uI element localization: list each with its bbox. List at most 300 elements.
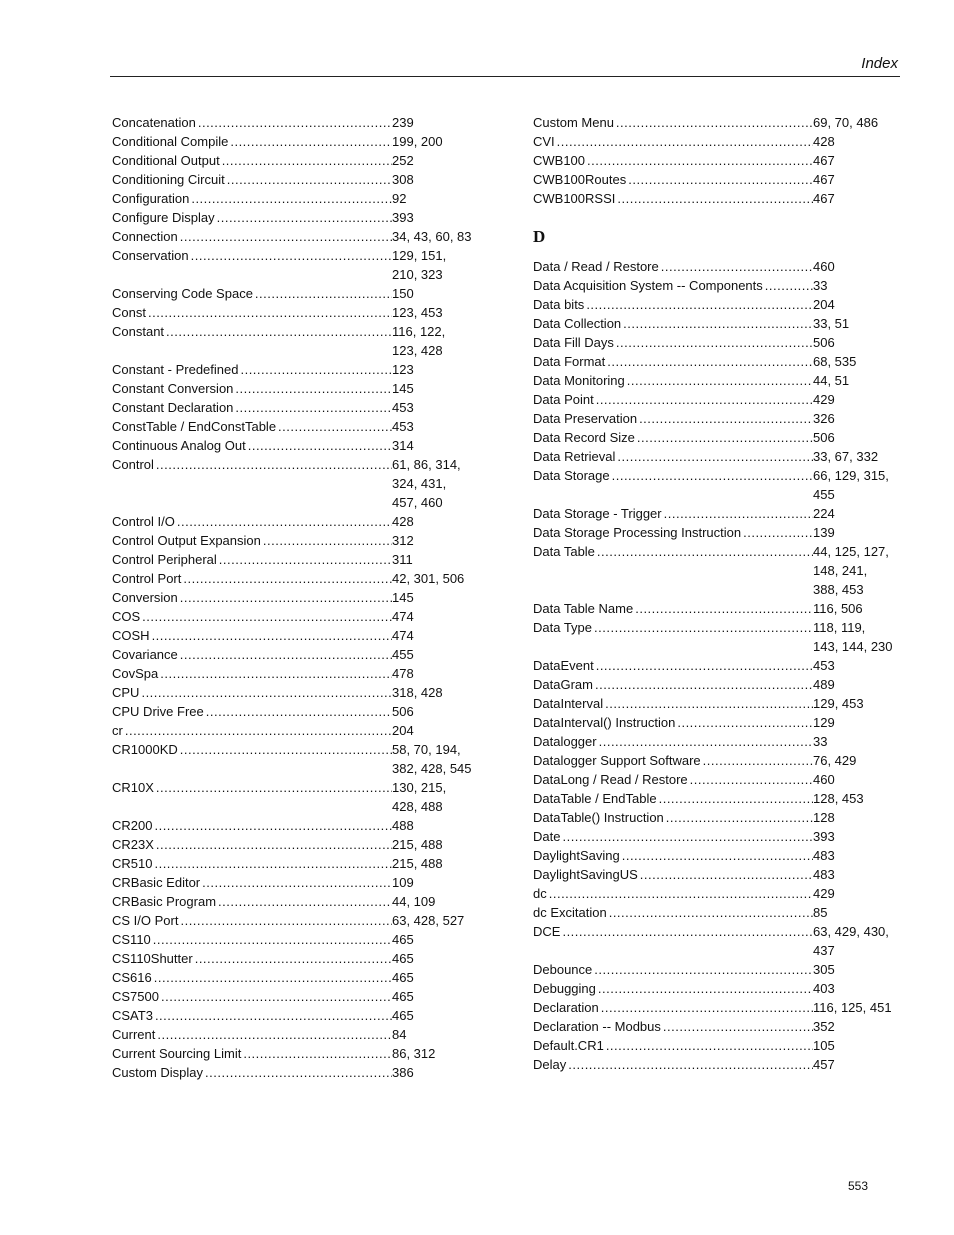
dot-leader xyxy=(609,903,813,922)
index-term: CRBasic Program xyxy=(112,894,217,909)
index-pages: 305 xyxy=(813,962,835,977)
index-term: CRBasic Editor xyxy=(112,875,201,890)
index-pages: 393 xyxy=(813,829,835,844)
index-term-cell xyxy=(533,998,813,1017)
index-term: Debugging xyxy=(533,981,596,996)
index-pages: 58, 70, 194, 382, 428, 545 xyxy=(392,742,472,776)
index-term-cell xyxy=(112,873,392,892)
index-entry xyxy=(112,455,472,512)
index-term-cell xyxy=(112,113,392,132)
index-pages: 44, 109 xyxy=(392,894,436,909)
index-pages: 66, 129, 315, 455 xyxy=(813,468,889,502)
index-term: Conditioning Circuit xyxy=(112,172,225,187)
dot-leader xyxy=(596,390,813,409)
index-pages: 489 xyxy=(813,677,835,692)
index-term-cell xyxy=(112,892,392,911)
dot-leader xyxy=(154,816,392,835)
index-entry xyxy=(533,808,893,827)
index-pages: 86, 312 xyxy=(392,1046,436,1061)
dot-leader xyxy=(180,588,392,607)
index-pages: 92 xyxy=(392,191,407,206)
index-entry xyxy=(112,1044,472,1063)
index-pages: 239 xyxy=(392,115,414,130)
index-term: cr xyxy=(112,723,123,738)
index-term-cell xyxy=(112,987,392,1006)
index-term-cell xyxy=(533,113,813,132)
index-term: Datalogger xyxy=(533,734,597,749)
dot-leader xyxy=(217,208,392,227)
index-term-cell xyxy=(533,314,813,333)
dot-leader xyxy=(599,732,813,751)
index-entry xyxy=(112,436,472,455)
dot-leader xyxy=(703,751,813,770)
index-term-cell xyxy=(112,626,392,645)
dot-leader xyxy=(637,428,813,447)
index-entry xyxy=(112,664,472,683)
index-entry xyxy=(533,599,893,618)
index-term: Constant Declaration xyxy=(112,400,234,415)
dot-leader xyxy=(183,569,392,588)
index-term-cell xyxy=(533,352,813,371)
index-pages: 69, 70, 486 xyxy=(813,115,879,130)
dot-leader xyxy=(562,827,813,846)
index-term-cell xyxy=(533,732,813,751)
index-pages: 123 xyxy=(392,362,414,377)
index-term: dc xyxy=(533,886,547,901)
index-term-cell xyxy=(112,816,392,835)
index-term-cell xyxy=(533,903,813,922)
index-term-cell xyxy=(533,694,813,713)
index-term-cell xyxy=(112,208,392,227)
dot-leader xyxy=(141,683,392,702)
dot-leader xyxy=(627,371,813,390)
index-entry xyxy=(112,911,472,930)
index-entry xyxy=(112,740,472,778)
index-pages: 429 xyxy=(813,392,835,407)
dot-leader xyxy=(240,360,392,379)
dot-leader xyxy=(677,713,813,732)
dot-leader xyxy=(622,846,813,865)
index-term: CS616 xyxy=(112,970,152,985)
index-term-cell xyxy=(533,371,813,390)
index-term-cell xyxy=(112,645,392,664)
index-term: CovSpa xyxy=(112,666,159,681)
index-pages: 474 xyxy=(392,628,414,643)
index-entry xyxy=(533,827,893,846)
index-term: CWB100Routes xyxy=(533,172,627,187)
index-term-cell xyxy=(112,417,392,436)
index-term: Datalogger Support Software xyxy=(533,753,701,768)
dot-leader xyxy=(248,436,392,455)
index-pages: 118, 119, 143, 144, 230 xyxy=(813,620,893,654)
index-pages: 129, 453 xyxy=(813,696,864,711)
dot-leader xyxy=(180,645,392,664)
index-term-cell xyxy=(112,246,392,284)
index-pages: 109 xyxy=(392,875,414,890)
index-term: CR200 xyxy=(112,818,153,833)
index-pages: 465 xyxy=(392,970,414,985)
index-pages: 453 xyxy=(392,419,414,434)
index-term: Data Storage - Trigger xyxy=(533,506,662,521)
index-term: Data Storage xyxy=(533,468,610,483)
index-pages: 145 xyxy=(392,381,414,396)
index-term: Control Peripheral xyxy=(112,552,217,567)
index-pages: 215, 488 xyxy=(392,856,443,871)
index-pages: 478 xyxy=(392,666,414,681)
dot-leader xyxy=(562,922,813,960)
index-term: DataGram xyxy=(533,677,593,692)
index-term-cell xyxy=(112,683,392,702)
dot-leader xyxy=(205,1063,392,1082)
index-pages: 76, 429 xyxy=(813,753,857,768)
dot-leader xyxy=(666,808,813,827)
index-entry xyxy=(112,550,472,569)
index-term-cell xyxy=(533,295,813,314)
index-term: Conditional Output xyxy=(112,153,220,168)
index-pages: 128 xyxy=(813,810,835,825)
dot-leader xyxy=(594,960,813,979)
index-entry xyxy=(112,113,472,132)
index-pages: 467 xyxy=(813,172,835,187)
index-pages: 312 xyxy=(392,533,414,548)
index-term: Data Preservation xyxy=(533,411,638,426)
dot-leader xyxy=(161,987,392,1006)
index-pages: 474 xyxy=(392,609,414,624)
index-term: Debounce xyxy=(533,962,593,977)
index-pages: 84 xyxy=(392,1027,407,1042)
index-entry xyxy=(112,531,472,550)
index-term-cell xyxy=(533,789,813,808)
index-entry xyxy=(533,132,893,151)
index-term: Date xyxy=(533,829,561,844)
index-pages: 352 xyxy=(813,1019,835,1034)
index-term-cell xyxy=(533,656,813,675)
dot-leader xyxy=(661,257,813,276)
dot-leader xyxy=(595,675,813,694)
index-term-cell xyxy=(533,523,813,542)
index-entry xyxy=(533,542,893,599)
index-entry xyxy=(533,257,893,276)
index-pages: 42, 301, 506 xyxy=(392,571,465,586)
index-entry xyxy=(533,979,893,998)
dot-leader xyxy=(597,542,813,599)
index-entry xyxy=(533,352,893,371)
index-term-cell xyxy=(533,333,813,352)
index-entry xyxy=(533,447,893,466)
index-pages: 467 xyxy=(813,191,835,206)
dot-leader xyxy=(606,1036,813,1055)
index-pages: 311 xyxy=(392,552,413,567)
index-pages: 150 xyxy=(392,286,414,301)
index-term: COS xyxy=(112,609,141,624)
dot-leader xyxy=(659,789,813,808)
index-term-cell xyxy=(112,1044,392,1063)
dot-leader xyxy=(640,865,813,884)
index-term-cell xyxy=(533,428,813,447)
index-term-cell xyxy=(112,588,392,607)
index-term-cell xyxy=(533,132,813,151)
index-pages: 215, 488 xyxy=(392,837,443,852)
index-term: Conserving Code Space xyxy=(112,286,253,301)
index-entry xyxy=(112,398,472,417)
index-entry xyxy=(533,865,893,884)
index-term: Delay xyxy=(533,1057,567,1072)
index-entry xyxy=(533,732,893,751)
index-term-cell xyxy=(112,968,392,987)
index-pages: 130, 215, 428, 488 xyxy=(392,780,447,814)
dot-leader xyxy=(219,550,392,569)
index-term-cell xyxy=(112,778,392,816)
index-term: Default.CR1 xyxy=(533,1038,604,1053)
index-entry xyxy=(112,607,472,626)
dot-leader xyxy=(607,352,813,371)
index-term-cell xyxy=(112,303,392,322)
index-pages: 129, 151, 210, 323 xyxy=(392,248,447,282)
index-term: Constant Conversion xyxy=(112,381,234,396)
dot-leader xyxy=(152,626,392,645)
index-term-cell xyxy=(112,512,392,531)
dot-leader xyxy=(202,873,392,892)
index-pages: 455 xyxy=(392,647,414,662)
index-term: CWB100RSSI xyxy=(533,191,616,206)
index-pages: 465 xyxy=(392,989,414,1004)
index-term: Continuous Analog Out xyxy=(112,438,246,453)
index-pages: 506 xyxy=(813,335,835,350)
index-entry xyxy=(112,151,472,170)
index-pages: 199, 200 xyxy=(392,134,443,149)
index-term: Data Retrieval xyxy=(533,449,616,464)
index-pages: 465 xyxy=(392,932,414,947)
index-term-cell xyxy=(533,447,813,466)
index-entry xyxy=(112,816,472,835)
index-term: Constant xyxy=(112,324,165,339)
index-term-cell xyxy=(533,1036,813,1055)
index-pages: 63, 429, 430, 437 xyxy=(813,924,889,958)
index-entry xyxy=(533,922,893,960)
index-term: Conditional Compile xyxy=(112,134,229,149)
index-entry xyxy=(533,466,893,504)
index-entry xyxy=(533,333,893,352)
index-term: Custom Menu xyxy=(533,115,614,130)
index-entry xyxy=(112,778,472,816)
index-term: Custom Display xyxy=(112,1065,204,1080)
index-term: CR10X xyxy=(112,780,154,795)
index-term: CS7500 xyxy=(112,989,159,1004)
index-term-cell xyxy=(112,835,392,854)
index-term: Data Collection xyxy=(533,316,622,331)
index-term-cell xyxy=(112,854,392,873)
index-pages: 116, 122, 123, 428 xyxy=(392,324,446,358)
index-term-cell xyxy=(112,132,392,151)
index-entry xyxy=(112,949,472,968)
index-term-cell xyxy=(533,865,813,884)
index-pages: 429 xyxy=(813,886,835,901)
index-term-cell xyxy=(112,702,392,721)
index-pages: 224 xyxy=(813,506,835,521)
dot-leader xyxy=(635,599,813,618)
index-entry xyxy=(112,702,472,721)
index-entry xyxy=(533,770,893,789)
dot-leader xyxy=(195,949,392,968)
index-term-cell xyxy=(533,960,813,979)
index-term-cell xyxy=(533,257,813,276)
dot-leader xyxy=(156,455,392,512)
index-term-cell xyxy=(533,618,813,656)
index-term: ConstTable / EndConstTable xyxy=(112,419,277,434)
index-term-cell xyxy=(112,360,392,379)
index-term: Current xyxy=(112,1027,156,1042)
dot-leader xyxy=(690,770,813,789)
index-term-cell xyxy=(533,751,813,770)
dot-leader xyxy=(157,1025,392,1044)
index-pages: 465 xyxy=(392,1008,414,1023)
dot-leader xyxy=(125,721,392,740)
index-term-cell xyxy=(533,675,813,694)
index-term: CPU Drive Free xyxy=(112,704,204,719)
dot-leader xyxy=(568,1055,813,1074)
index-term: Const xyxy=(112,305,146,320)
index-entry xyxy=(112,322,472,360)
index-pages: 308 xyxy=(392,172,414,187)
index-entry xyxy=(112,189,472,208)
index-term-cell xyxy=(112,949,392,968)
dot-leader xyxy=(596,656,813,675)
dot-leader xyxy=(206,702,392,721)
index-entry xyxy=(112,588,472,607)
dot-leader xyxy=(617,447,813,466)
index-term: Data Acquisition System -- Components xyxy=(533,278,763,293)
index-pages: 393 xyxy=(392,210,414,225)
index-pages: 467 xyxy=(813,153,835,168)
index-pages: 63, 428, 527 xyxy=(392,913,465,928)
index-entry xyxy=(112,208,472,227)
index-term-cell xyxy=(533,1017,813,1036)
dot-leader xyxy=(160,664,392,683)
dot-leader xyxy=(605,694,813,713)
dot-leader xyxy=(222,151,392,170)
index-entry xyxy=(112,246,472,284)
index-term-cell xyxy=(112,740,392,778)
index-term: Data Monitoring xyxy=(533,373,625,388)
index-entry xyxy=(112,284,472,303)
index-term-cell xyxy=(533,170,813,189)
index-pages: 33 xyxy=(813,278,828,293)
dot-leader xyxy=(557,132,813,151)
index-term: CVI xyxy=(533,134,555,149)
dot-leader xyxy=(177,512,392,531)
index-term-cell xyxy=(112,911,392,930)
index-entry xyxy=(533,656,893,675)
index-pages: 318, 428 xyxy=(392,685,443,700)
index-term: CPU xyxy=(112,685,140,700)
index-term: Declaration -- Modbus xyxy=(533,1019,661,1034)
index-term-cell xyxy=(112,1063,392,1082)
page-number: 553 xyxy=(848,1179,869,1193)
index-term: DataInterval xyxy=(533,696,604,711)
index-term-cell xyxy=(112,379,392,398)
index-pages: 453 xyxy=(813,658,835,673)
dot-leader xyxy=(142,607,392,626)
index-pages: 457 xyxy=(813,1057,835,1072)
index-entry xyxy=(533,751,893,770)
index-entry xyxy=(533,998,893,1017)
index-term: Data / Read / Restore xyxy=(533,259,659,274)
index-entry xyxy=(112,1025,472,1044)
index-entry xyxy=(533,504,893,523)
index-term-cell xyxy=(112,1025,392,1044)
dot-leader xyxy=(243,1044,392,1063)
index-entry xyxy=(112,645,472,664)
dot-leader xyxy=(616,333,813,352)
index-pages: 204 xyxy=(392,723,414,738)
dot-leader xyxy=(148,303,392,322)
index-term: Data bits xyxy=(533,297,585,312)
index-term-cell xyxy=(112,550,392,569)
dot-leader xyxy=(180,227,392,246)
index-term: DataTable / EndTable xyxy=(533,791,657,806)
index-term: CR23X xyxy=(112,837,154,852)
dot-leader xyxy=(191,246,392,284)
index-term: Data Format xyxy=(533,354,606,369)
dot-leader xyxy=(154,854,392,873)
index-entry xyxy=(112,303,472,322)
dot-leader xyxy=(156,778,392,816)
index-entry xyxy=(533,428,893,447)
index-term-cell xyxy=(533,599,813,618)
dot-leader xyxy=(255,284,392,303)
index-pages: 483 xyxy=(813,848,835,863)
index-term-cell xyxy=(533,922,813,960)
index-term-cell xyxy=(112,284,392,303)
index-pages: 506 xyxy=(813,430,835,445)
index-term-cell xyxy=(112,930,392,949)
index-term: Data Storage Processing Instruction xyxy=(533,525,742,540)
index-pages: 116, 125, 451 xyxy=(813,1000,892,1015)
index-entry xyxy=(112,930,472,949)
index-term: Configuration xyxy=(112,191,190,206)
index-entry xyxy=(533,170,893,189)
index-entry xyxy=(533,789,893,808)
index-term: CSAT3 xyxy=(112,1008,153,1023)
index-pages: 428 xyxy=(813,134,835,149)
index-term: DataLong / Read / Restore xyxy=(533,772,688,787)
dot-leader xyxy=(598,979,813,998)
index-entry xyxy=(533,314,893,333)
index-term: DataEvent xyxy=(533,658,594,673)
dot-leader xyxy=(617,189,813,208)
index-entry xyxy=(533,151,893,170)
index-pages: 44, 51 xyxy=(813,373,850,388)
dot-leader xyxy=(594,618,813,656)
index-entry xyxy=(533,618,893,656)
index-entry xyxy=(112,835,472,854)
dot-leader xyxy=(278,417,392,436)
index-term-cell xyxy=(112,664,392,683)
index-term-cell xyxy=(533,808,813,827)
dot-leader xyxy=(156,835,392,854)
index-column-left xyxy=(112,113,472,1082)
index-entry xyxy=(112,360,472,379)
index-term: Covariance xyxy=(112,647,178,662)
index-pages: 128, 453 xyxy=(813,791,864,806)
index-pages: 68, 535 xyxy=(813,354,857,369)
index-pages: 85 xyxy=(813,905,828,920)
dot-leader xyxy=(628,170,813,189)
index-entry xyxy=(112,379,472,398)
index-term: Data Record Size xyxy=(533,430,635,445)
dot-leader xyxy=(663,1017,813,1036)
index-term: Control Output Expansion xyxy=(112,533,261,548)
